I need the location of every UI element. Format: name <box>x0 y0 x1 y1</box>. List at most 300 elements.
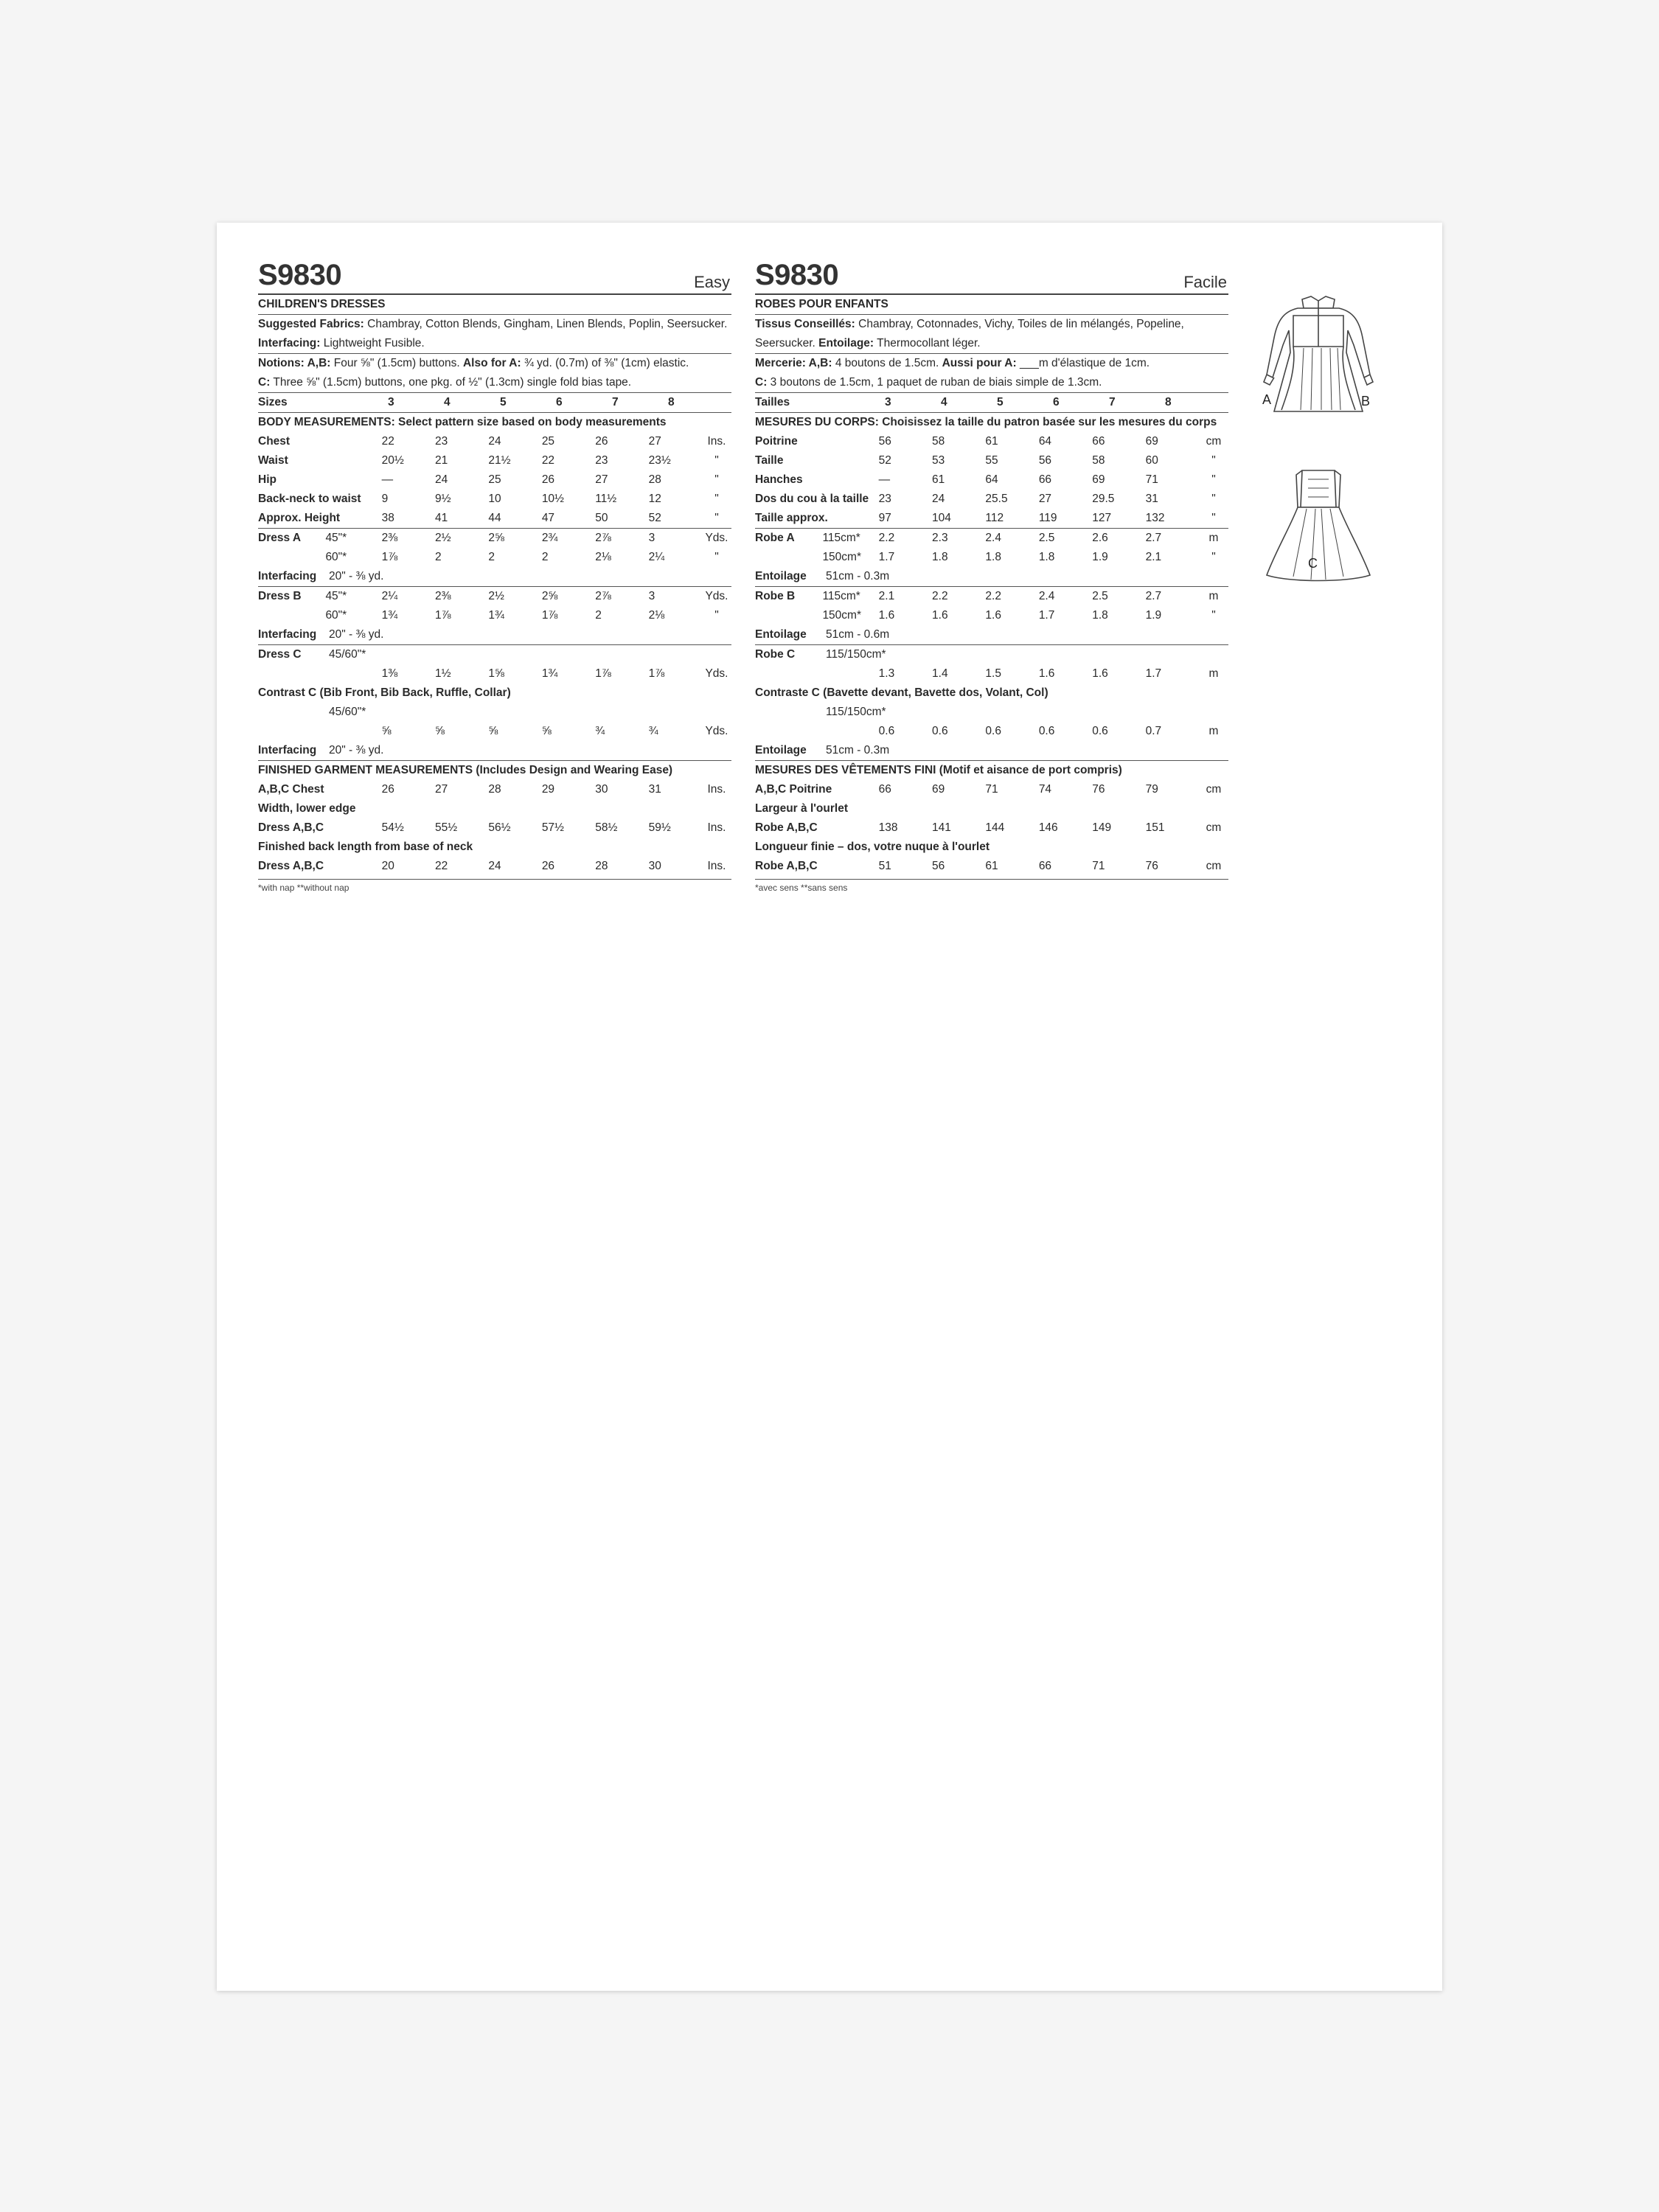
size-value: 10 <box>488 493 501 505</box>
dress-b-section <box>755 587 1228 645</box>
table-row <box>258 432 731 451</box>
table-row <box>258 625 731 644</box>
row-label: A,B,C Chest <box>258 783 324 796</box>
size-value: 24 <box>435 473 448 486</box>
unit-label: " <box>714 473 719 486</box>
size-value: 11½ <box>595 493 617 505</box>
column-header <box>258 260 731 295</box>
size-value: 2¾ <box>541 532 558 544</box>
size-value: 23 <box>435 435 448 448</box>
unit-label: " <box>714 551 719 563</box>
unit-label: " <box>1211 473 1216 486</box>
size-value: 2.4 <box>985 532 1001 544</box>
width-heading: Largeur à l'ourlet <box>755 802 848 815</box>
interfacing-label: Interfacing: <box>258 337 321 349</box>
row-label <box>258 722 325 741</box>
size-value: 22 <box>541 454 555 467</box>
row-label: Waist <box>258 454 288 467</box>
row-label: Chest <box>258 435 291 448</box>
size-value: 56 <box>932 860 945 872</box>
size-value: 3 <box>648 532 655 544</box>
size-value: 26 <box>381 783 394 796</box>
width-heading: Width, lower edge <box>258 802 356 815</box>
size-value: ¾ <box>595 725 605 737</box>
size-header: 3 <box>388 396 394 408</box>
size-value: 119 <box>1038 512 1057 524</box>
footnote: *with nap **without nap <box>258 883 349 893</box>
fabric-width: 150cm* <box>822 551 861 563</box>
pattern-title: CHILDREN'S DRESSES <box>258 298 386 310</box>
table-row <box>755 857 1228 876</box>
interfacing-value: 20" - ⅜ yd. <box>329 744 384 757</box>
table-row <box>755 625 1228 644</box>
dress-c-section <box>258 645 731 761</box>
size-value: 2⅞ <box>595 532 611 544</box>
table-row <box>258 722 731 741</box>
size-header: 7 <box>612 396 619 408</box>
table-row <box>755 780 1228 799</box>
size-value: 20½ <box>381 454 404 467</box>
size-value: 1.8 <box>1038 551 1055 563</box>
body-measurements-section <box>755 413 1228 529</box>
size-value: 2.4 <box>1038 590 1055 602</box>
size-value: 69 <box>932 783 945 796</box>
size-value: 61 <box>985 860 998 872</box>
size-value: 1⅝ <box>488 667 504 680</box>
sizes-spacer <box>329 393 388 412</box>
size-value: 22 <box>435 860 448 872</box>
pattern-envelope-back <box>217 223 1442 1991</box>
unit-label: cm <box>1206 860 1222 872</box>
dress-c-section <box>755 645 1228 761</box>
notions-section <box>755 354 1228 393</box>
size-value: 0.6 <box>985 725 1001 737</box>
body-measurements-title <box>755 413 1228 432</box>
size-header: 5 <box>500 396 507 408</box>
fabric-width: 115cm* <box>822 532 860 544</box>
size-value: 28 <box>595 860 608 872</box>
table-row <box>755 490 1228 509</box>
size-value: 55½ <box>435 821 458 834</box>
size-header: 6 <box>556 396 563 408</box>
sizes-row <box>755 393 1228 412</box>
size-value: 146 <box>1038 821 1058 834</box>
unit-label: cm <box>1206 821 1222 834</box>
size-value: 112 <box>985 512 1004 524</box>
size-value: 25 <box>541 435 555 448</box>
size-value: 28 <box>488 783 501 796</box>
size-value: 1.4 <box>932 667 948 680</box>
fabric-width-spacer <box>822 722 878 741</box>
size-value: 0.6 <box>932 725 948 737</box>
size-value: 74 <box>1038 783 1052 796</box>
size-value: 25 <box>488 473 501 486</box>
table-row <box>258 818 731 838</box>
illustration-label-a: A <box>1262 392 1272 407</box>
sizes-header <box>755 393 1228 413</box>
notions-c-text: 3 boutons de 1.5cm, 1 paquet de ruban de biais simple de 1.3cm. <box>770 376 1102 389</box>
unit-label: Yds. <box>705 725 728 737</box>
table-row <box>258 587 731 606</box>
table-row <box>755 664 1228 684</box>
illustration-label-c: C <box>1308 556 1318 571</box>
row-label: Robe C <box>755 648 796 661</box>
interfacing-value: 20" - ⅜ yd. <box>329 570 384 582</box>
unit-label: cm <box>1206 783 1222 796</box>
size-value: 151 <box>1145 821 1165 834</box>
table-row <box>258 567 731 586</box>
size-value: 51 <box>878 860 891 872</box>
unit-label: " <box>1211 454 1216 467</box>
unit-label: Ins. <box>707 860 726 872</box>
size-value: 2¼ <box>381 590 398 602</box>
fabric-width: 45/60"* <box>329 648 366 661</box>
size-value: 2⅛ <box>595 551 611 563</box>
size-value: 20 <box>381 860 394 872</box>
size-value: 2¼ <box>648 551 665 563</box>
fabric-width: 115/150cm* <box>826 648 886 661</box>
size-value: ⅝ <box>488 725 498 737</box>
dress-b-section <box>258 587 731 645</box>
finished-heading: FINISHED GARMENT MEASUREMENTS (Includes Design and Wearing Ease) <box>258 764 673 776</box>
pattern-code: S9830 <box>755 259 839 291</box>
body-measurements-heading: BODY MEASUREMENTS: Select pattern size based on body measurements <box>258 416 667 428</box>
footnote: *avec sens **sans sens <box>755 883 848 893</box>
also-a-text: ___m d'élastique de 1cm. <box>1019 357 1150 369</box>
finished-title-row <box>258 761 731 780</box>
size-value: 1.8 <box>932 551 948 563</box>
notions-c-label: C: <box>258 376 271 389</box>
fabric-width: 150cm* <box>822 609 861 622</box>
size-value: 27 <box>1038 493 1052 505</box>
row-label: Hanches <box>755 473 803 486</box>
unit-label: Ins. <box>707 783 726 796</box>
size-value: 61 <box>932 473 945 486</box>
size-value: 58 <box>1092 454 1105 467</box>
fabric-width-spacer <box>325 664 381 684</box>
size-value: 66 <box>1092 435 1105 448</box>
size-value: 132 <box>1145 512 1165 524</box>
row-label <box>755 722 822 741</box>
difficulty-label: Facile <box>1183 273 1227 291</box>
size-value: 3 <box>648 590 655 602</box>
size-value: 24 <box>932 493 945 505</box>
table-row <box>755 529 1228 548</box>
finished-measurements-section <box>755 761 1228 880</box>
size-value: 1.5 <box>985 667 1001 680</box>
size-value: 9½ <box>435 493 451 505</box>
fabric-width: 45"* <box>325 590 347 602</box>
size-value: 30 <box>648 860 661 872</box>
notions-ab-text: 4 boutons de 1.5cm. <box>835 357 939 369</box>
size-value: 21 <box>435 454 448 467</box>
unit-label: " <box>1211 609 1216 622</box>
size-value: 2⅜ <box>435 590 451 602</box>
size-value: 10½ <box>541 493 564 505</box>
size-header: 8 <box>1165 396 1172 408</box>
size-value: 1.8 <box>1092 609 1108 622</box>
interfacing-row-label: Entoilage <box>755 570 807 582</box>
size-value: 149 <box>1092 821 1112 834</box>
size-value: 0.7 <box>1145 725 1162 737</box>
size-value: 1⅞ <box>541 609 558 622</box>
table-row <box>258 799 731 818</box>
table-row <box>755 838 1228 857</box>
size-value: 138 <box>878 821 898 834</box>
size-value: 38 <box>381 512 394 524</box>
section-title <box>258 295 731 315</box>
fabric-width: 45"* <box>325 532 347 544</box>
size-header: 7 <box>1109 396 1116 408</box>
unit-label: m <box>1208 532 1219 544</box>
size-value: 2 <box>488 551 495 563</box>
interfacing-row-label: Interfacing <box>258 744 317 757</box>
fabrics-section <box>258 315 731 354</box>
size-value: 76 <box>1145 860 1158 872</box>
size-value: 127 <box>1092 512 1112 524</box>
row-label: Robe A <box>755 532 795 544</box>
size-value: 1.7 <box>1145 667 1162 680</box>
size-value: 1.6 <box>1092 667 1108 680</box>
interfacing-row-label: Entoilage <box>755 744 807 757</box>
row-label <box>258 606 325 625</box>
size-value: 1⅜ <box>381 667 398 680</box>
size-value: 2 <box>435 551 442 563</box>
size-value: 24 <box>488 435 501 448</box>
size-value: 0.6 <box>878 725 895 737</box>
unit-label: Yds. <box>705 667 728 680</box>
size-value: 2.1 <box>878 590 895 602</box>
unit-label: " <box>1211 551 1216 563</box>
table-row <box>755 703 1228 722</box>
table-row <box>755 645 1228 664</box>
row-label <box>755 606 822 625</box>
size-value: 26 <box>541 860 555 872</box>
finished-title-row <box>755 761 1228 780</box>
column-header <box>755 260 1228 295</box>
table-row <box>258 703 731 722</box>
size-value: 2.7 <box>1145 590 1162 602</box>
size-value: 25.5 <box>985 493 1008 505</box>
size-value: 2.2 <box>985 590 1001 602</box>
finished-heading: MESURES DES VÊTEMENTS FINI (Motif et aisance de port compris) <box>755 764 1122 776</box>
row-label: Dress B <box>258 590 302 602</box>
french-column <box>755 260 1228 893</box>
unit-label: " <box>1211 512 1216 524</box>
size-value: 2⅜ <box>381 532 398 544</box>
interfacing-row-label: Interfacing <box>258 570 317 582</box>
size-value: 30 <box>595 783 608 796</box>
interfacing-row-label: Interfacing <box>258 628 317 641</box>
unit-label: " <box>1211 493 1216 505</box>
table-row <box>258 838 731 857</box>
size-value: 2.5 <box>1092 590 1108 602</box>
row-label <box>258 548 325 567</box>
unit-label: m <box>1208 725 1219 737</box>
size-value: 57½ <box>541 821 564 834</box>
unit-label: " <box>714 512 719 524</box>
size-value: 1.6 <box>932 609 948 622</box>
size-value: 24 <box>488 860 501 872</box>
fabric-width: 45/60"* <box>329 706 366 718</box>
table-row <box>258 490 731 509</box>
size-value: 53 <box>932 454 945 467</box>
also-a-label: Also for A: <box>462 357 521 369</box>
table-row <box>258 451 731 470</box>
size-value: 58½ <box>595 821 618 834</box>
fabric-width-spacer <box>822 664 878 684</box>
row-label: Robe B <box>755 590 796 602</box>
table-row <box>755 587 1228 606</box>
size-header: 4 <box>941 396 947 408</box>
difficulty-label: Easy <box>694 273 730 291</box>
size-value: 2.3 <box>932 532 948 544</box>
table-row <box>258 548 731 567</box>
sizes-label: Sizes <box>258 396 288 408</box>
notions-section <box>258 354 731 393</box>
row-label <box>755 664 822 684</box>
size-header: 3 <box>885 396 891 408</box>
notions-c-label: C: <box>755 376 768 389</box>
contrast-label: Contrast C (Bib Front, Bib Back, Ruffle, Collar) <box>258 686 511 699</box>
table-row <box>755 799 1228 818</box>
size-value: 23½ <box>648 454 671 467</box>
size-value: 2⅞ <box>595 590 611 602</box>
size-value: 1⅞ <box>648 667 665 680</box>
table-row <box>755 684 1228 703</box>
table-row <box>258 741 731 760</box>
notions-ab-text: Four ⅝" (1.5cm) buttons. <box>333 357 460 369</box>
dress-a-section <box>258 529 731 587</box>
size-value: 104 <box>932 512 951 524</box>
row-label: Dress C <box>258 648 302 661</box>
size-value: 1.9 <box>1092 551 1108 563</box>
fabrics-label: Tissus Conseillés: <box>755 318 855 330</box>
table-row <box>755 470 1228 490</box>
row-label: Robe A,B,C <box>755 821 818 834</box>
size-value: 1.9 <box>1145 609 1162 622</box>
body-measurements-title <box>258 413 731 432</box>
size-value: ⅝ <box>541 725 552 737</box>
table-row <box>258 664 731 684</box>
unit-label: Ins. <box>707 435 726 448</box>
notions-c-text: Three ⅝" (1.5cm) buttons, one pkg. of ½" (1.3cm) single fold bias tape. <box>273 376 632 389</box>
size-value: 27 <box>435 783 448 796</box>
unit-label: cm <box>1206 435 1222 448</box>
table-row <box>755 509 1228 528</box>
section-title <box>755 295 1228 315</box>
table-row <box>755 567 1228 586</box>
row-label: A,B,C Poitrine <box>755 783 832 796</box>
size-value: 69 <box>1145 435 1158 448</box>
size-value: 2⅛ <box>648 609 665 622</box>
row-label: Poitrine <box>755 435 798 448</box>
size-value: 71 <box>985 783 998 796</box>
size-value: 2.5 <box>1038 532 1055 544</box>
size-value: 22 <box>381 435 394 448</box>
size-value: 71 <box>1145 473 1158 486</box>
size-value: 1.7 <box>1038 609 1055 622</box>
body-measurements-heading: MESURES DU CORPS: Choisissez la taille du patron basée sur les mesures du corps <box>755 416 1217 428</box>
interfacing-value: 51cm - 0.3m <box>826 570 890 582</box>
size-value: 71 <box>1092 860 1105 872</box>
size-value: 144 <box>985 821 1005 834</box>
interfacing-value: 20" - ⅜ yd. <box>329 628 384 641</box>
also-a-label: Aussi pour A: <box>942 357 1017 369</box>
table-row <box>258 509 731 528</box>
size-value: 2.2 <box>878 532 895 544</box>
size-header: 8 <box>668 396 675 408</box>
size-value: 141 <box>932 821 951 834</box>
size-value: 64 <box>1038 435 1052 448</box>
size-value: — <box>878 473 891 486</box>
pattern-code: S9830 <box>258 259 342 291</box>
fabric-width: 115cm* <box>822 590 860 602</box>
body-measurements-section <box>258 413 731 529</box>
fabric-width: 60"* <box>325 609 347 622</box>
size-value: 2.7 <box>1145 532 1162 544</box>
size-value: 2½ <box>435 532 451 544</box>
size-value: 44 <box>488 512 501 524</box>
size-value: 69 <box>1092 473 1105 486</box>
interfacing-value: 51cm - 0.3m <box>826 744 890 757</box>
size-value: 56 <box>878 435 891 448</box>
size-value: 23 <box>595 454 608 467</box>
fabric-width: 60"* <box>325 551 347 563</box>
size-value: 26 <box>541 473 555 486</box>
size-value: 54½ <box>381 821 404 834</box>
size-value: 26 <box>595 435 608 448</box>
size-value: 27 <box>595 473 608 486</box>
notions-ab-label: Notions: A,B: <box>258 357 331 369</box>
size-value: 2.2 <box>932 590 948 602</box>
illustration-label-b: B <box>1361 394 1371 408</box>
size-value: 2 <box>595 609 602 622</box>
size-value: 1.7 <box>878 551 895 563</box>
size-value: 59½ <box>648 821 671 834</box>
size-value: 1¾ <box>488 609 504 622</box>
row-label: Taille approx. <box>755 512 828 524</box>
size-value: 52 <box>878 454 891 467</box>
size-value: 66 <box>1038 860 1052 872</box>
size-value: 50 <box>595 512 608 524</box>
unit-label: " <box>714 493 719 505</box>
size-value: 12 <box>648 493 661 505</box>
size-value: 76 <box>1092 783 1105 796</box>
size-header: 5 <box>997 396 1004 408</box>
size-value: 1⅞ <box>381 551 398 563</box>
table-row <box>755 818 1228 838</box>
table-row <box>755 722 1228 741</box>
fabrics-text: Chambray, Cotton Blends, Gingham, Linen Blends, Poplin, Seersucker. <box>367 318 728 330</box>
row-label: Robe A,B,C <box>755 860 818 872</box>
row-label: Approx. Height <box>258 512 341 524</box>
also-a-text: ¾ yd. (0.7m) of ⅜" (1cm) elastic. <box>524 357 689 369</box>
pattern-title: ROBES POUR ENFANTS <box>755 298 888 310</box>
unit-label: Yds. <box>705 532 728 544</box>
size-value: 29 <box>541 783 555 796</box>
size-value: 1⅞ <box>595 667 611 680</box>
table-row <box>258 684 731 703</box>
size-value: ⅝ <box>435 725 445 737</box>
table-row <box>755 741 1228 760</box>
size-value: ⅝ <box>381 725 392 737</box>
row-label: Dress A <box>258 532 302 544</box>
size-value: 56 <box>1038 454 1052 467</box>
size-value: 0.6 <box>1038 725 1055 737</box>
interfacing-value: 51cm - 0.6m <box>826 628 890 641</box>
unit-label: m <box>1208 590 1219 602</box>
